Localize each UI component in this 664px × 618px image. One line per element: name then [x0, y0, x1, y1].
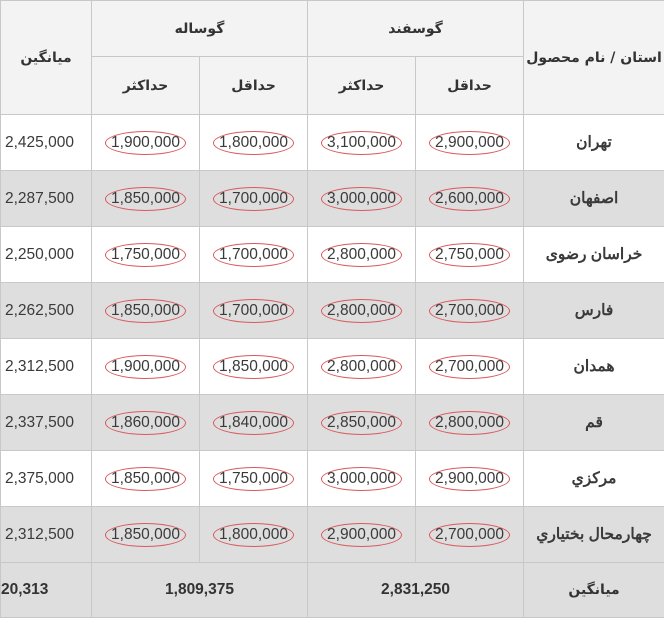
- sheep-min-cell: [416, 395, 524, 451]
- sheep-max-cell: [308, 395, 416, 451]
- highlight-oval: 1,750,000: [105, 243, 186, 267]
- province-cell: فارس: [524, 283, 664, 339]
- calf-min-cell: [200, 227, 308, 283]
- sheep-group-header: گوسفند: [308, 1, 524, 57]
- calf-max-cell: [92, 507, 200, 563]
- calf-max-cell: [92, 115, 200, 171]
- sheep-min-cell: [416, 283, 524, 339]
- sheep-max-cell: [308, 115, 416, 171]
- sheep-max-cell: [308, 507, 416, 563]
- highlight-oval: 1,800,000: [213, 523, 294, 547]
- average-cell: 2,425,000: [1, 115, 92, 171]
- highlight-oval: 2,800,000: [321, 243, 402, 267]
- highlight-oval: 1,800,000: [213, 131, 294, 155]
- highlight-oval: 2,900,000: [429, 131, 510, 155]
- sheep-min-cell: [416, 227, 524, 283]
- highlight-oval: 3,100,000: [321, 131, 402, 155]
- average-cell: 2,262,500: [1, 283, 92, 339]
- highlight-oval: 1,900,000: [105, 131, 186, 155]
- highlight-oval: 2,900,000: [321, 523, 402, 547]
- highlight-oval: 1,750,000: [213, 467, 294, 491]
- province-cell: مرکزي: [524, 451, 664, 507]
- table-row: [1, 171, 664, 227]
- province-cell: تهران: [524, 115, 664, 171]
- highlight-oval: 2,600,000: [429, 187, 510, 211]
- calf-min-cell: [200, 171, 308, 227]
- calf-min-cell: [200, 115, 308, 171]
- highlight-oval: 2,800,000: [321, 355, 402, 379]
- province-cell: قم: [524, 395, 664, 451]
- average-cell: 2,312,500: [1, 507, 92, 563]
- highlight-oval: 1,850,000: [105, 523, 186, 547]
- highlight-oval: 3,000,000: [321, 467, 402, 491]
- highlight-oval: 2,900,000: [429, 467, 510, 491]
- highlight-oval: 2,700,000: [429, 523, 510, 547]
- highlight-oval: 1,900,000: [105, 355, 186, 379]
- sheep-min-cell: [416, 115, 524, 171]
- calf-max-cell: [92, 339, 200, 395]
- table-row: [1, 115, 664, 171]
- table-row: [1, 283, 664, 339]
- calf-max-cell: [92, 451, 200, 507]
- table-row: [1, 227, 664, 283]
- calf-min-header: حداقل: [200, 57, 308, 115]
- highlight-oval: 2,850,000: [321, 411, 402, 435]
- province-cell: همدان: [524, 339, 664, 395]
- footer-label: میانگین: [524, 563, 664, 618]
- sheep-max-cell: [308, 227, 416, 283]
- calf-average-cell: 1,809,375: [92, 563, 308, 618]
- sheep-max-cell: [308, 451, 416, 507]
- highlight-oval: 1,850,000: [105, 467, 186, 491]
- highlight-oval: 2,700,000: [429, 299, 510, 323]
- calf-min-cell: [200, 283, 308, 339]
- highlight-oval: 1,860,000: [105, 411, 186, 435]
- province-cell: اصفهان: [524, 171, 664, 227]
- calf-max-header: حداکثر: [92, 57, 200, 115]
- highlight-oval: 2,700,000: [429, 355, 510, 379]
- highlight-oval: 1,700,000: [213, 299, 294, 323]
- average-cell: 2,250,000: [1, 227, 92, 283]
- calf-group-header: گوساله: [92, 1, 308, 57]
- average-cell: 2,287,500: [1, 171, 92, 227]
- highlight-oval: 3,000,000: [321, 187, 402, 211]
- sheep-min-cell: [416, 171, 524, 227]
- overall-average-cell: 20,313: [1, 563, 92, 618]
- sheep-average-cell: 2,831,250: [308, 563, 524, 618]
- average-cell: 2,312,500: [1, 339, 92, 395]
- highlight-oval: 1,700,000: [213, 243, 294, 267]
- table-row: [1, 451, 664, 507]
- calf-min-cell: [200, 339, 308, 395]
- sheep-min-cell: [416, 507, 524, 563]
- sheep-max-cell: [308, 283, 416, 339]
- calf-min-cell: [200, 451, 308, 507]
- calf-max-cell: [92, 171, 200, 227]
- average-column-header: میانگین: [1, 1, 92, 115]
- highlight-oval: 2,800,000: [429, 411, 510, 435]
- calf-max-cell: [92, 395, 200, 451]
- sheep-min-cell: [416, 339, 524, 395]
- calf-max-cell: [92, 283, 200, 339]
- highlight-oval: 2,750,000: [429, 243, 510, 267]
- calf-max-cell: [92, 227, 200, 283]
- sheep-max-header: حداکثر: [308, 57, 416, 115]
- province-column-header: استان / نام محصول: [524, 1, 664, 115]
- sheep-max-cell: [308, 339, 416, 395]
- average-cell: 2,337,500: [1, 395, 92, 451]
- highlight-oval: 1,700,000: [213, 187, 294, 211]
- average-cell: 2,375,000: [1, 451, 92, 507]
- sheep-max-cell: [308, 171, 416, 227]
- highlight-oval: 2,800,000: [321, 299, 402, 323]
- highlight-oval: 1,840,000: [213, 411, 294, 435]
- table-row: [1, 395, 664, 451]
- sheep-min-header: حداقل: [416, 57, 524, 115]
- calf-min-cell: [200, 395, 308, 451]
- average-footer-row: [1, 563, 664, 618]
- table-row: [1, 507, 664, 563]
- table-row: [1, 339, 664, 395]
- calf-min-cell: [200, 507, 308, 563]
- highlight-oval: 1,850,000: [213, 355, 294, 379]
- province-cell: خراسان رضوی: [524, 227, 664, 283]
- province-cell: چهارمحال بختياري: [524, 507, 664, 563]
- highlight-oval: 1,850,000: [105, 299, 186, 323]
- sheep-min-cell: [416, 451, 524, 507]
- highlight-oval: 1,850,000: [105, 187, 186, 211]
